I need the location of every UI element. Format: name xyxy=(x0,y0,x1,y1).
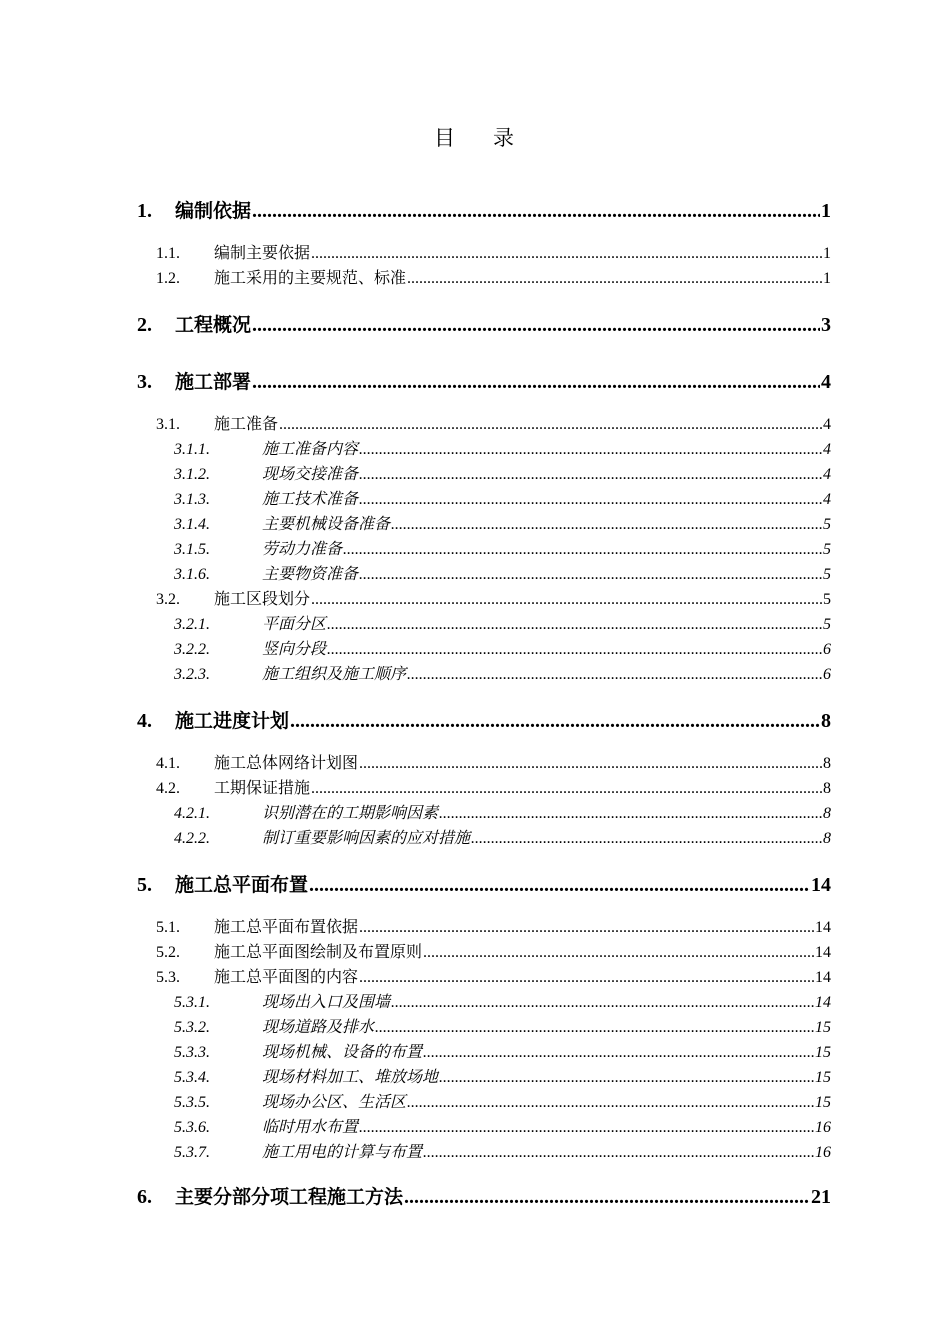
toc-entry-title: 现场出入口及围墙 xyxy=(262,992,391,1011)
toc-entry-title: 施工总平面图绘制及布置原则 xyxy=(214,942,423,961)
toc-dot-leader xyxy=(359,969,814,986)
toc-page-number: 16 xyxy=(815,1119,831,1136)
toc-page-number: 8 xyxy=(823,780,831,797)
toc-entry-number: 5. xyxy=(137,874,152,894)
toc-dot-leader xyxy=(311,780,822,797)
toc-entry-level3[interactable] xyxy=(174,461,831,483)
toc-entry-number: 3. xyxy=(137,371,152,391)
toc-page-number: 5 xyxy=(823,566,831,583)
toc-page-number: 21 xyxy=(811,1186,831,1206)
toc-entry-level2[interactable] xyxy=(156,265,831,287)
toc-dot-leader xyxy=(359,755,822,772)
toc-dot-leader xyxy=(407,1094,814,1111)
toc-entry-title: 施工用电的计算与布置 xyxy=(262,1142,423,1161)
toc-entry-number: 5.3.2. xyxy=(174,1019,210,1036)
toc-entry-number: 3.1.5. xyxy=(174,541,210,558)
toc-entry-title: 施工总平面布置依据 xyxy=(214,917,359,936)
toc-entry-level2[interactable] xyxy=(156,914,831,936)
toc-entry-level1[interactable] xyxy=(137,870,831,894)
toc-page-number: 4 xyxy=(823,491,831,508)
toc-page-number: 14 xyxy=(815,919,831,936)
toc-entry-title: 施工进度计划 xyxy=(175,710,290,730)
toc-entry-level3[interactable] xyxy=(174,1089,831,1111)
toc-entry-title: 施工技术准备 xyxy=(262,489,359,508)
toc-entry-level2[interactable] xyxy=(156,939,831,961)
toc-dot-leader xyxy=(252,200,820,220)
toc-entry-number: 4.2. xyxy=(156,780,180,797)
toc-entry-number: 3.1.3. xyxy=(174,491,210,508)
toc-entry-title: 编制依据 xyxy=(175,200,252,220)
toc-entry-level3[interactable] xyxy=(174,561,831,583)
toc-entry-title: 主要分部分项工程施工方法 xyxy=(175,1186,404,1206)
toc-entry-number: 3.1.6. xyxy=(174,566,210,583)
toc-dot-leader xyxy=(391,516,822,533)
toc-page-number: 5 xyxy=(823,591,831,608)
toc-entry-level3[interactable] xyxy=(174,1139,831,1161)
toc-page-number: 15 xyxy=(815,1019,831,1036)
toc-dot-leader xyxy=(439,1069,814,1086)
toc-entry-level3[interactable] xyxy=(174,800,831,822)
toc-page-number: 16 xyxy=(815,1144,831,1161)
toc-dot-leader xyxy=(327,641,822,658)
toc-page-number: 1 xyxy=(823,270,831,287)
toc-dot-leader xyxy=(359,466,822,483)
toc-entry-number: 3.1.1. xyxy=(174,441,210,458)
toc-entry-title: 工程概况 xyxy=(175,314,252,334)
toc-page-number: 15 xyxy=(815,1094,831,1111)
toc-entry-title: 现场机械、设备的布置 xyxy=(262,1042,423,1061)
toc-dot-leader xyxy=(359,919,814,936)
toc-page-number: 8 xyxy=(821,710,831,730)
toc-entry-number: 1.1. xyxy=(156,245,180,262)
toc-page-number: 5 xyxy=(823,616,831,633)
toc-entry-number: 5.3.3. xyxy=(174,1044,210,1061)
toc-entry-level3[interactable] xyxy=(174,636,831,658)
toc-page-number: 14 xyxy=(815,944,831,961)
toc-entry-title: 竖向分段 xyxy=(262,639,327,658)
toc-entry-title: 现场办公区、生活区 xyxy=(262,1092,407,1111)
toc-entry-number: 1.2. xyxy=(156,270,180,287)
toc-dot-leader xyxy=(423,944,814,961)
toc-dot-leader xyxy=(375,1019,814,1036)
toc-entry-level3[interactable] xyxy=(174,1039,831,1061)
toc-page-number: 6 xyxy=(823,641,831,658)
toc-entry-level1[interactable] xyxy=(137,1182,831,1206)
toc-entry-title: 现场材料加工、堆放场地 xyxy=(262,1067,439,1086)
toc-page-number: 8 xyxy=(823,830,831,847)
toc-entry-number: 3.1.2. xyxy=(174,466,210,483)
toc-dot-leader xyxy=(290,710,820,730)
toc-dot-leader xyxy=(407,270,822,287)
toc-entry-level2[interactable] xyxy=(156,775,831,797)
title-char-2: 录 xyxy=(493,126,516,150)
toc-dot-leader xyxy=(279,416,822,433)
toc-dot-leader xyxy=(343,541,822,558)
toc-entry-level3[interactable] xyxy=(174,436,831,458)
toc-entry-number: 5.3.6. xyxy=(174,1119,210,1136)
toc-entry-number: 6. xyxy=(137,1186,152,1206)
toc-entry-number: 2. xyxy=(137,314,152,334)
toc-dot-leader xyxy=(439,805,822,822)
toc-entry-number: 5.1. xyxy=(156,919,180,936)
toc-entry-number: 4.2.2. xyxy=(174,830,210,847)
toc-entry-level3[interactable] xyxy=(174,1114,831,1136)
toc-entry-level2[interactable] xyxy=(156,750,831,772)
toc-page-number: 4 xyxy=(823,441,831,458)
toc-entry-level3[interactable] xyxy=(174,611,831,633)
toc-page-number: 15 xyxy=(815,1069,831,1086)
toc-entry-title: 现场交接准备 xyxy=(262,464,359,483)
toc-dot-leader xyxy=(359,566,822,583)
toc-entry-title: 施工采用的主要规范、标准 xyxy=(214,268,407,287)
toc-entry-title: 平面分区 xyxy=(262,614,327,633)
toc-entry-title: 现场道路及排水 xyxy=(262,1017,375,1036)
toc-entry-title: 施工总平面布置 xyxy=(175,874,309,894)
toc-dot-leader xyxy=(359,441,822,458)
toc-entry-level2[interactable] xyxy=(156,964,831,986)
toc-page-number: 15 xyxy=(815,1044,831,1061)
toc-entry-number: 3.2.1. xyxy=(174,616,210,633)
toc-entry-level3[interactable] xyxy=(174,536,831,558)
toc-dot-leader xyxy=(423,1144,814,1161)
toc-entry-title: 施工准备 xyxy=(214,414,279,433)
toc-entry-number: 5.3.1. xyxy=(174,994,210,1011)
toc-entry-level3[interactable] xyxy=(174,825,831,847)
toc-entry-title: 施工总平面图的内容 xyxy=(214,967,359,986)
toc-page-number: 14 xyxy=(815,994,831,1011)
toc-page-number: 5 xyxy=(823,541,831,558)
toc-dot-leader xyxy=(404,1186,810,1206)
toc-page-number: 5 xyxy=(823,516,831,533)
title-char-1: 目 xyxy=(434,126,457,150)
toc-entry-title: 工期保证措施 xyxy=(214,778,311,797)
page-title xyxy=(0,122,950,152)
toc-dot-leader xyxy=(407,666,822,683)
toc-page-number: 14 xyxy=(815,969,831,986)
toc-entry-number: 5.3.7. xyxy=(174,1144,210,1161)
toc-entry-level1[interactable] xyxy=(137,196,831,220)
toc-entry-level2[interactable] xyxy=(156,586,831,608)
toc-entry-number: 3.2.3. xyxy=(174,666,210,683)
toc-entry-title: 施工部署 xyxy=(175,371,252,391)
toc-entry-level3[interactable] xyxy=(174,661,831,683)
toc-page-number: 4 xyxy=(823,416,831,433)
toc-entry-level3[interactable] xyxy=(174,1014,831,1036)
toc-entry-number: 3.1.4. xyxy=(174,516,210,533)
toc-entry-level2[interactable] xyxy=(156,240,831,262)
toc-dot-leader xyxy=(327,616,822,633)
toc-page-number: 8 xyxy=(823,755,831,772)
toc-entry-level3[interactable] xyxy=(174,486,831,508)
toc-page-number: 8 xyxy=(823,805,831,822)
toc-entry-title: 临时用水布置 xyxy=(262,1117,359,1136)
toc-entry-number: 5.3.5. xyxy=(174,1094,210,1111)
toc-entry-title: 编制主要依据 xyxy=(214,243,311,262)
toc-page-number: 14 xyxy=(811,874,831,894)
toc-dot-leader xyxy=(252,314,820,334)
toc-entry-number: 5.3.4. xyxy=(174,1069,210,1086)
toc-entry-title: 施工准备内容 xyxy=(262,439,359,458)
toc-entry-level1[interactable] xyxy=(137,367,831,391)
toc-entry-number: 5.3. xyxy=(156,969,180,986)
toc-entry-title: 施工总体网络计划图 xyxy=(214,753,359,772)
toc-entry-number: 4. xyxy=(137,710,152,730)
toc-dot-leader xyxy=(359,1119,814,1136)
toc-page-number: 1 xyxy=(821,200,831,220)
toc-dot-leader xyxy=(391,994,814,1011)
toc-entry-number: 5.2. xyxy=(156,944,180,961)
toc-entry-title: 劳动力准备 xyxy=(262,539,343,558)
toc-entry-title: 主要物资准备 xyxy=(262,564,359,583)
toc-page-number: 3 xyxy=(821,314,831,334)
toc-entry-title: 施工区段划分 xyxy=(214,589,311,608)
toc-entry-number: 4.2.1. xyxy=(174,805,210,822)
toc-page-number: 1 xyxy=(823,245,831,262)
toc-entry-number: 1. xyxy=(137,200,152,220)
toc-dot-leader xyxy=(471,830,822,847)
toc-entry-number: 3.2. xyxy=(156,591,180,608)
toc-dot-leader xyxy=(423,1044,814,1061)
toc-entry-title: 制订重要影响因素的应对措施 xyxy=(262,828,471,847)
toc-entry-level1[interactable] xyxy=(137,706,831,730)
toc-dot-leader xyxy=(311,245,822,262)
toc-entry-title: 施工组织及施工顺序 xyxy=(262,664,407,683)
toc-entry-level3[interactable] xyxy=(174,1064,831,1086)
toc-page-number: 4 xyxy=(821,371,831,391)
toc-entry-title: 主要机械设备准备 xyxy=(262,514,391,533)
toc-page-number: 4 xyxy=(823,466,831,483)
toc-entry-title: 识别潜在的工期影响因素 xyxy=(262,803,439,822)
toc-dot-leader xyxy=(311,591,822,608)
toc-dot-leader xyxy=(309,874,810,894)
toc-dot-leader xyxy=(252,371,820,391)
toc-entry-number: 3.1. xyxy=(156,416,180,433)
toc-page-number: 6 xyxy=(823,666,831,683)
toc-entry-level3[interactable] xyxy=(174,511,831,533)
toc-dot-leader xyxy=(359,491,822,508)
toc-entry-number: 4.1. xyxy=(156,755,180,772)
toc-entry-level2[interactable] xyxy=(156,411,831,433)
toc-entry-number: 3.2.2. xyxy=(174,641,210,658)
toc-entry-level1[interactable] xyxy=(137,310,831,334)
toc-entry-level3[interactable] xyxy=(174,989,831,1011)
